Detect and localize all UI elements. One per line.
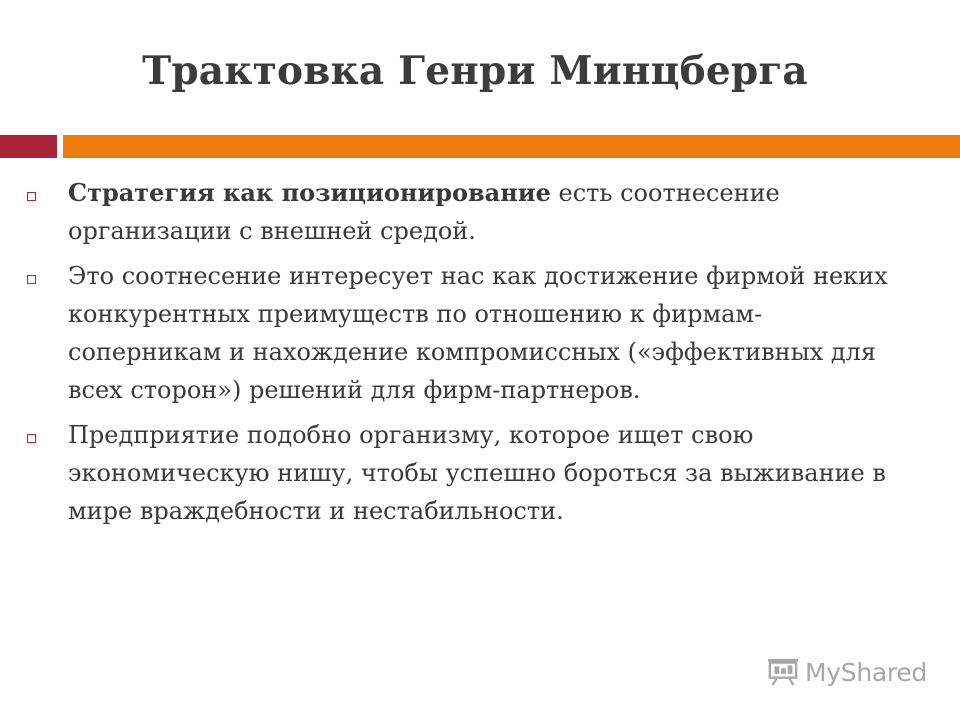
bullet-item-organism — [0, 416, 960, 530]
title-rule-red — [0, 135, 57, 158]
bullet-text: Предприятие подобно организму, которое ищет свою экономическую нишу, чтобы успешно бороться за выживание в мире враждебности и нестабильности. — [68, 421, 886, 525]
slide-title: Трактовка Генри Минцберга — [142, 48, 808, 94]
watermark-text: MyShared — [805, 657, 927, 687]
title-rule-orange — [63, 135, 960, 158]
bullet-list — [0, 174, 960, 530]
bullet-text: есть соотнесение организации с внешней средой. — [68, 179, 780, 245]
square-bullet-icon — [27, 434, 36, 443]
square-bullet-icon — [27, 192, 36, 201]
bullet-text: Это соотнесение интересует нас как достижение фирмой неких конкурентных преимуществ по отношению к фирмам-соперникам и нахождение компромиссных («эффективных для всех сторон») решений для фирм-партнеров. — [68, 262, 888, 404]
presentation-board-icon — [767, 657, 799, 687]
bullet-item-positioning — [0, 174, 960, 250]
bullet-item-competitive-advantage — [0, 257, 960, 409]
myshared-watermark — [767, 654, 927, 690]
square-bullet-icon — [27, 275, 36, 284]
bullet-bold-text: Стратегия как позиционирование — [68, 178, 551, 207]
